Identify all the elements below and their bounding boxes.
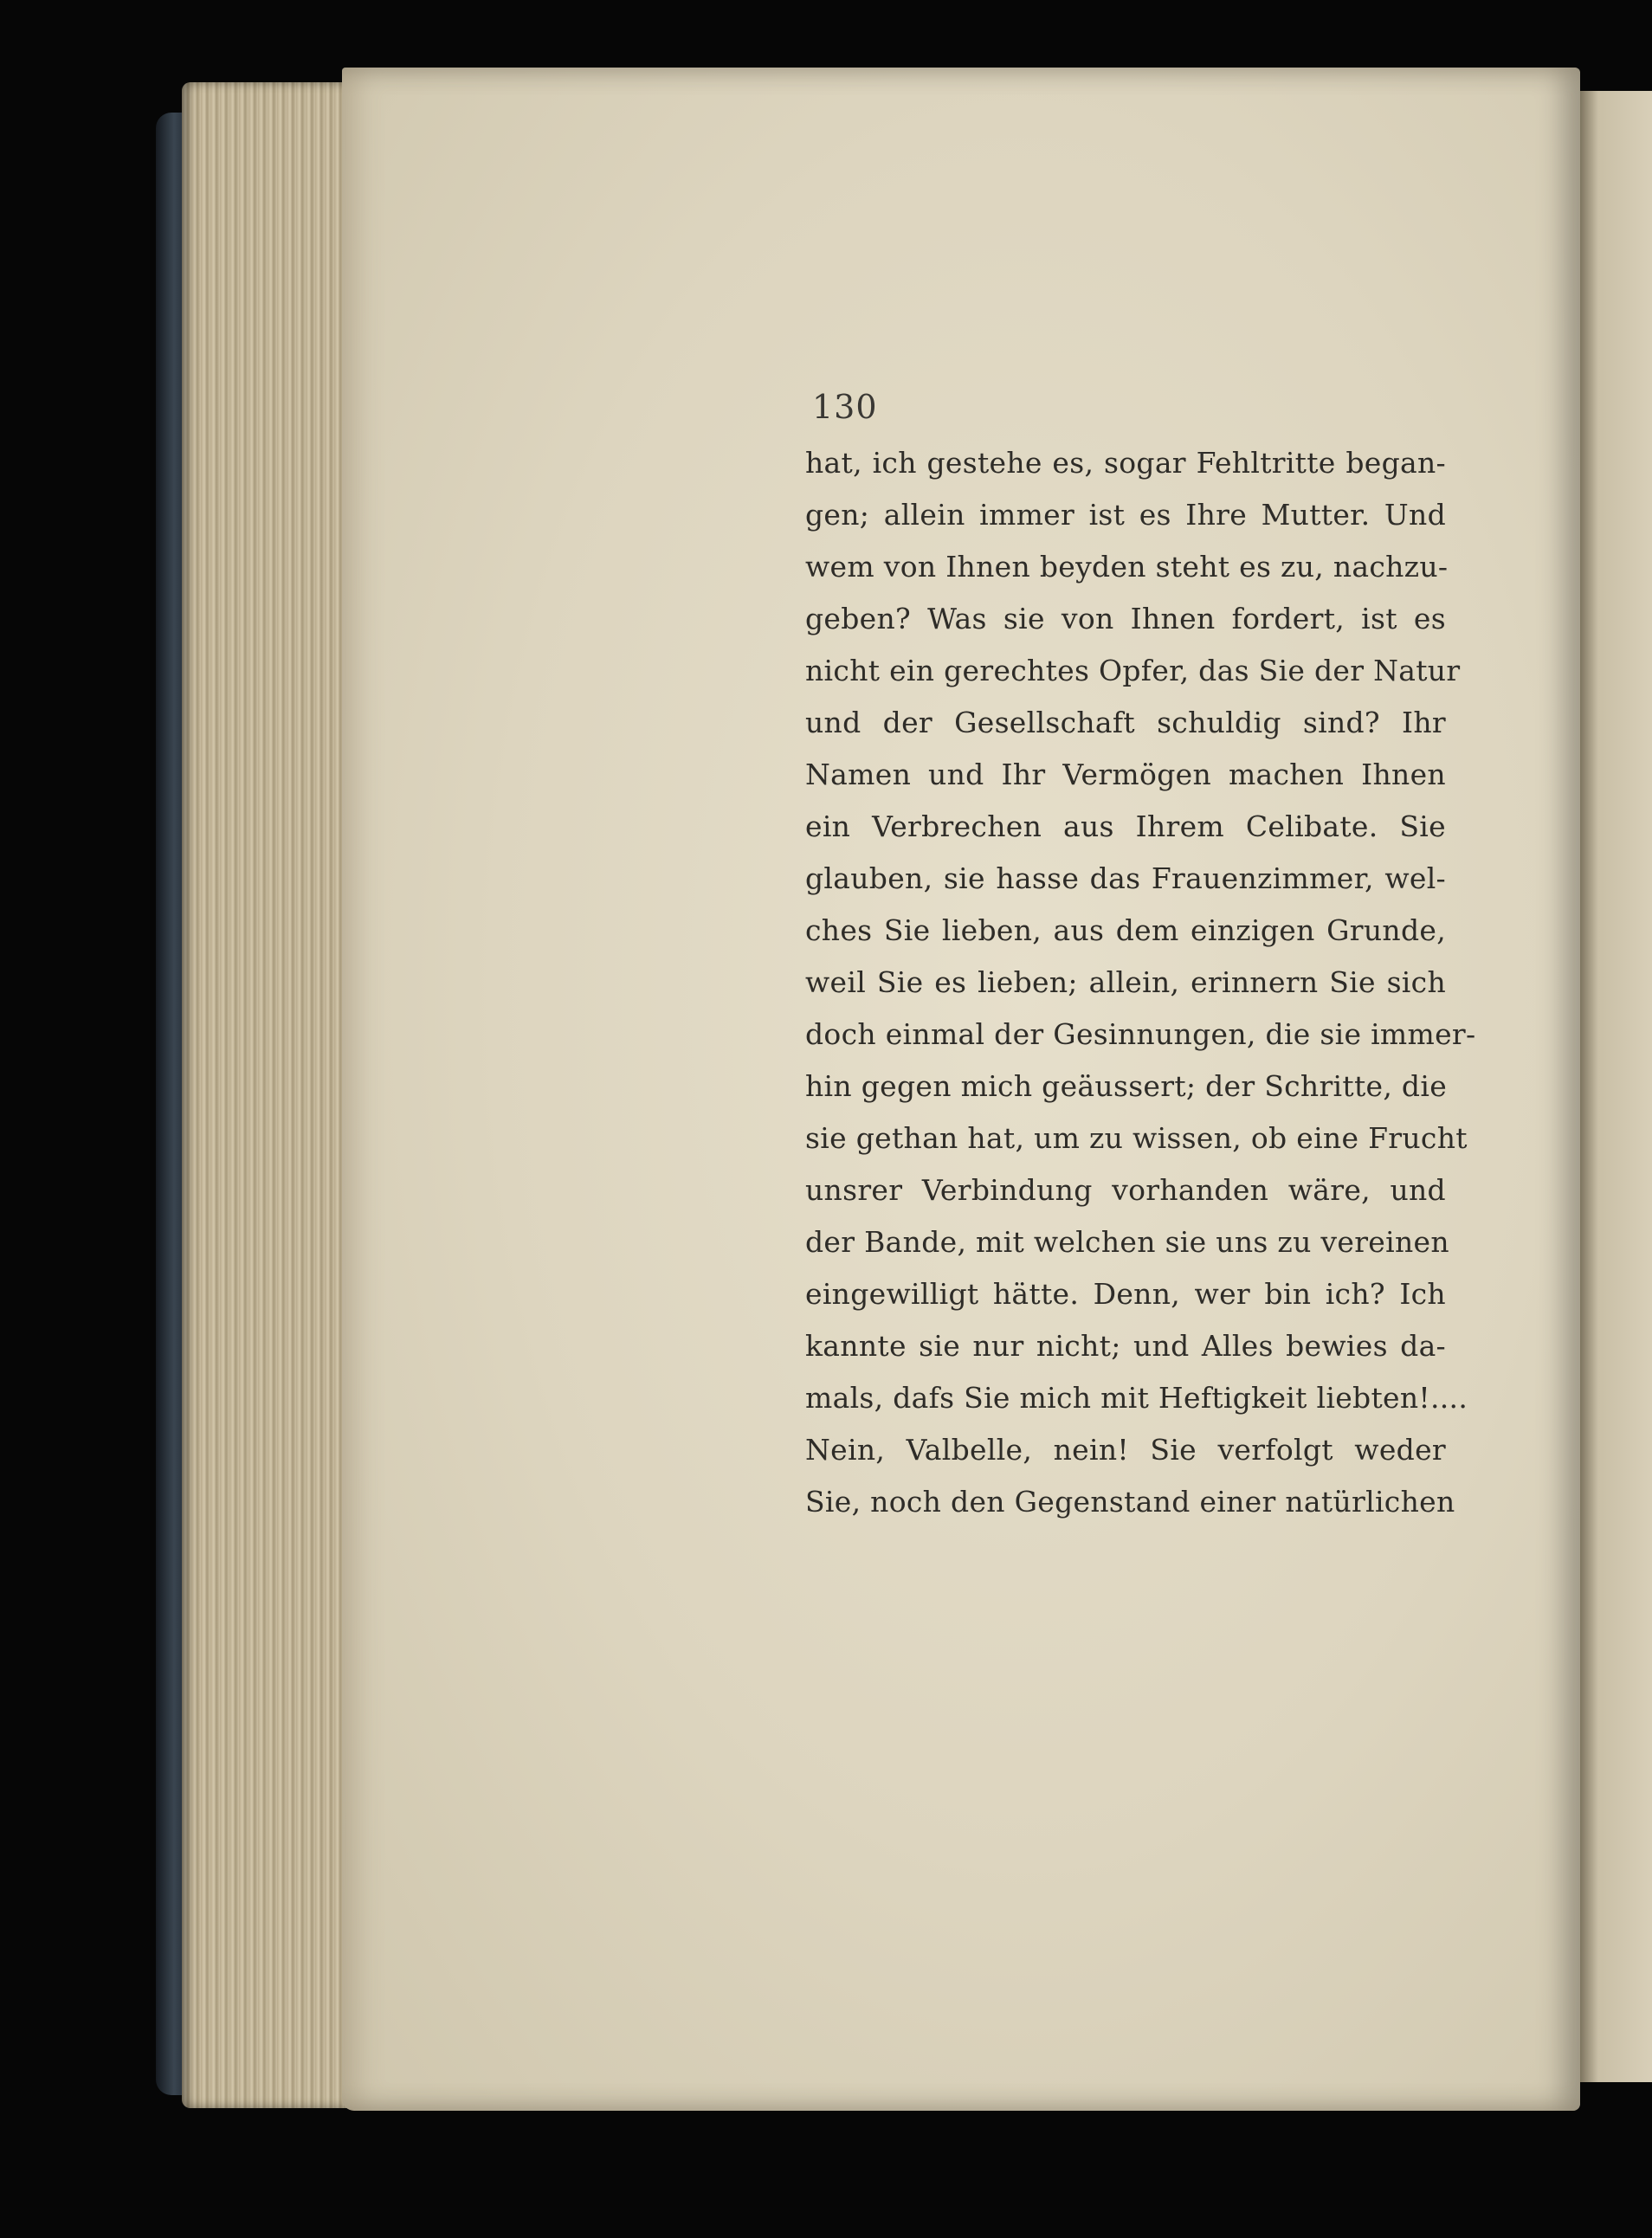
text-line: nicht ein gerechtes Opfer, das Sie der Natur: [805, 654, 1461, 687]
text-line: ein Verbrechen aus Ihrem Celibate. Sie: [805, 809, 1446, 843]
text-line: Namen und Ihr Vermögen machen Ihnen: [805, 758, 1446, 791]
text-line: doch einmal der Gesinnungen, die sie immer-: [805, 1017, 1476, 1051]
text-line: Nein, Valbelle, nein! Sie verfolgt weder: [805, 1433, 1446, 1467]
text-line: Sie, noch den Gegenstand einer natürlichen: [805, 1485, 1455, 1519]
body-text: [805, 437, 1476, 1528]
text-line: geben? Was sie von Ihnen fordert, ist es: [805, 602, 1446, 635]
text-line: hat, ich gestehe es, sogar Fehltritte began-: [805, 446, 1446, 480]
text-line: unsrer Verbindung vorhanden wäre, und: [805, 1173, 1446, 1207]
text-line: mals, dafs Sie mich mit Heftigkeit liebten!....: [805, 1381, 1468, 1415]
text-line: kannte sie nur nicht; und Alles bewies da-: [805, 1329, 1446, 1363]
text-line: wem von Ihnen beyden steht es zu, nachzu-: [805, 550, 1449, 584]
text-line: eingewilligt hätte. Denn, wer bin ich? Ich: [805, 1277, 1446, 1311]
page-number: 130: [812, 388, 878, 426]
text-line: und der Gesellschaft schuldig sind? Ihr: [805, 706, 1446, 739]
facing-page-edge: [1580, 91, 1652, 2082]
text-line: glauben, sie hasse das Frauenzimmer, wel-: [805, 861, 1446, 895]
text-line: sie gethan hat, um zu wissen, ob eine Frucht: [805, 1121, 1468, 1155]
text-line: weil Sie es lieben; allein, erinnern Sie sich: [805, 965, 1446, 999]
text-line: ches Sie lieben, aus dem einzigen Grunde,: [805, 913, 1446, 947]
text-line: gen; allein immer ist es Ihre Mutter. Und: [805, 498, 1446, 532]
text-line: der Bande, mit welchen sie uns zu vereinen: [805, 1225, 1449, 1259]
text-line: hin gegen mich geäussert; der Schritte, die: [805, 1069, 1448, 1103]
